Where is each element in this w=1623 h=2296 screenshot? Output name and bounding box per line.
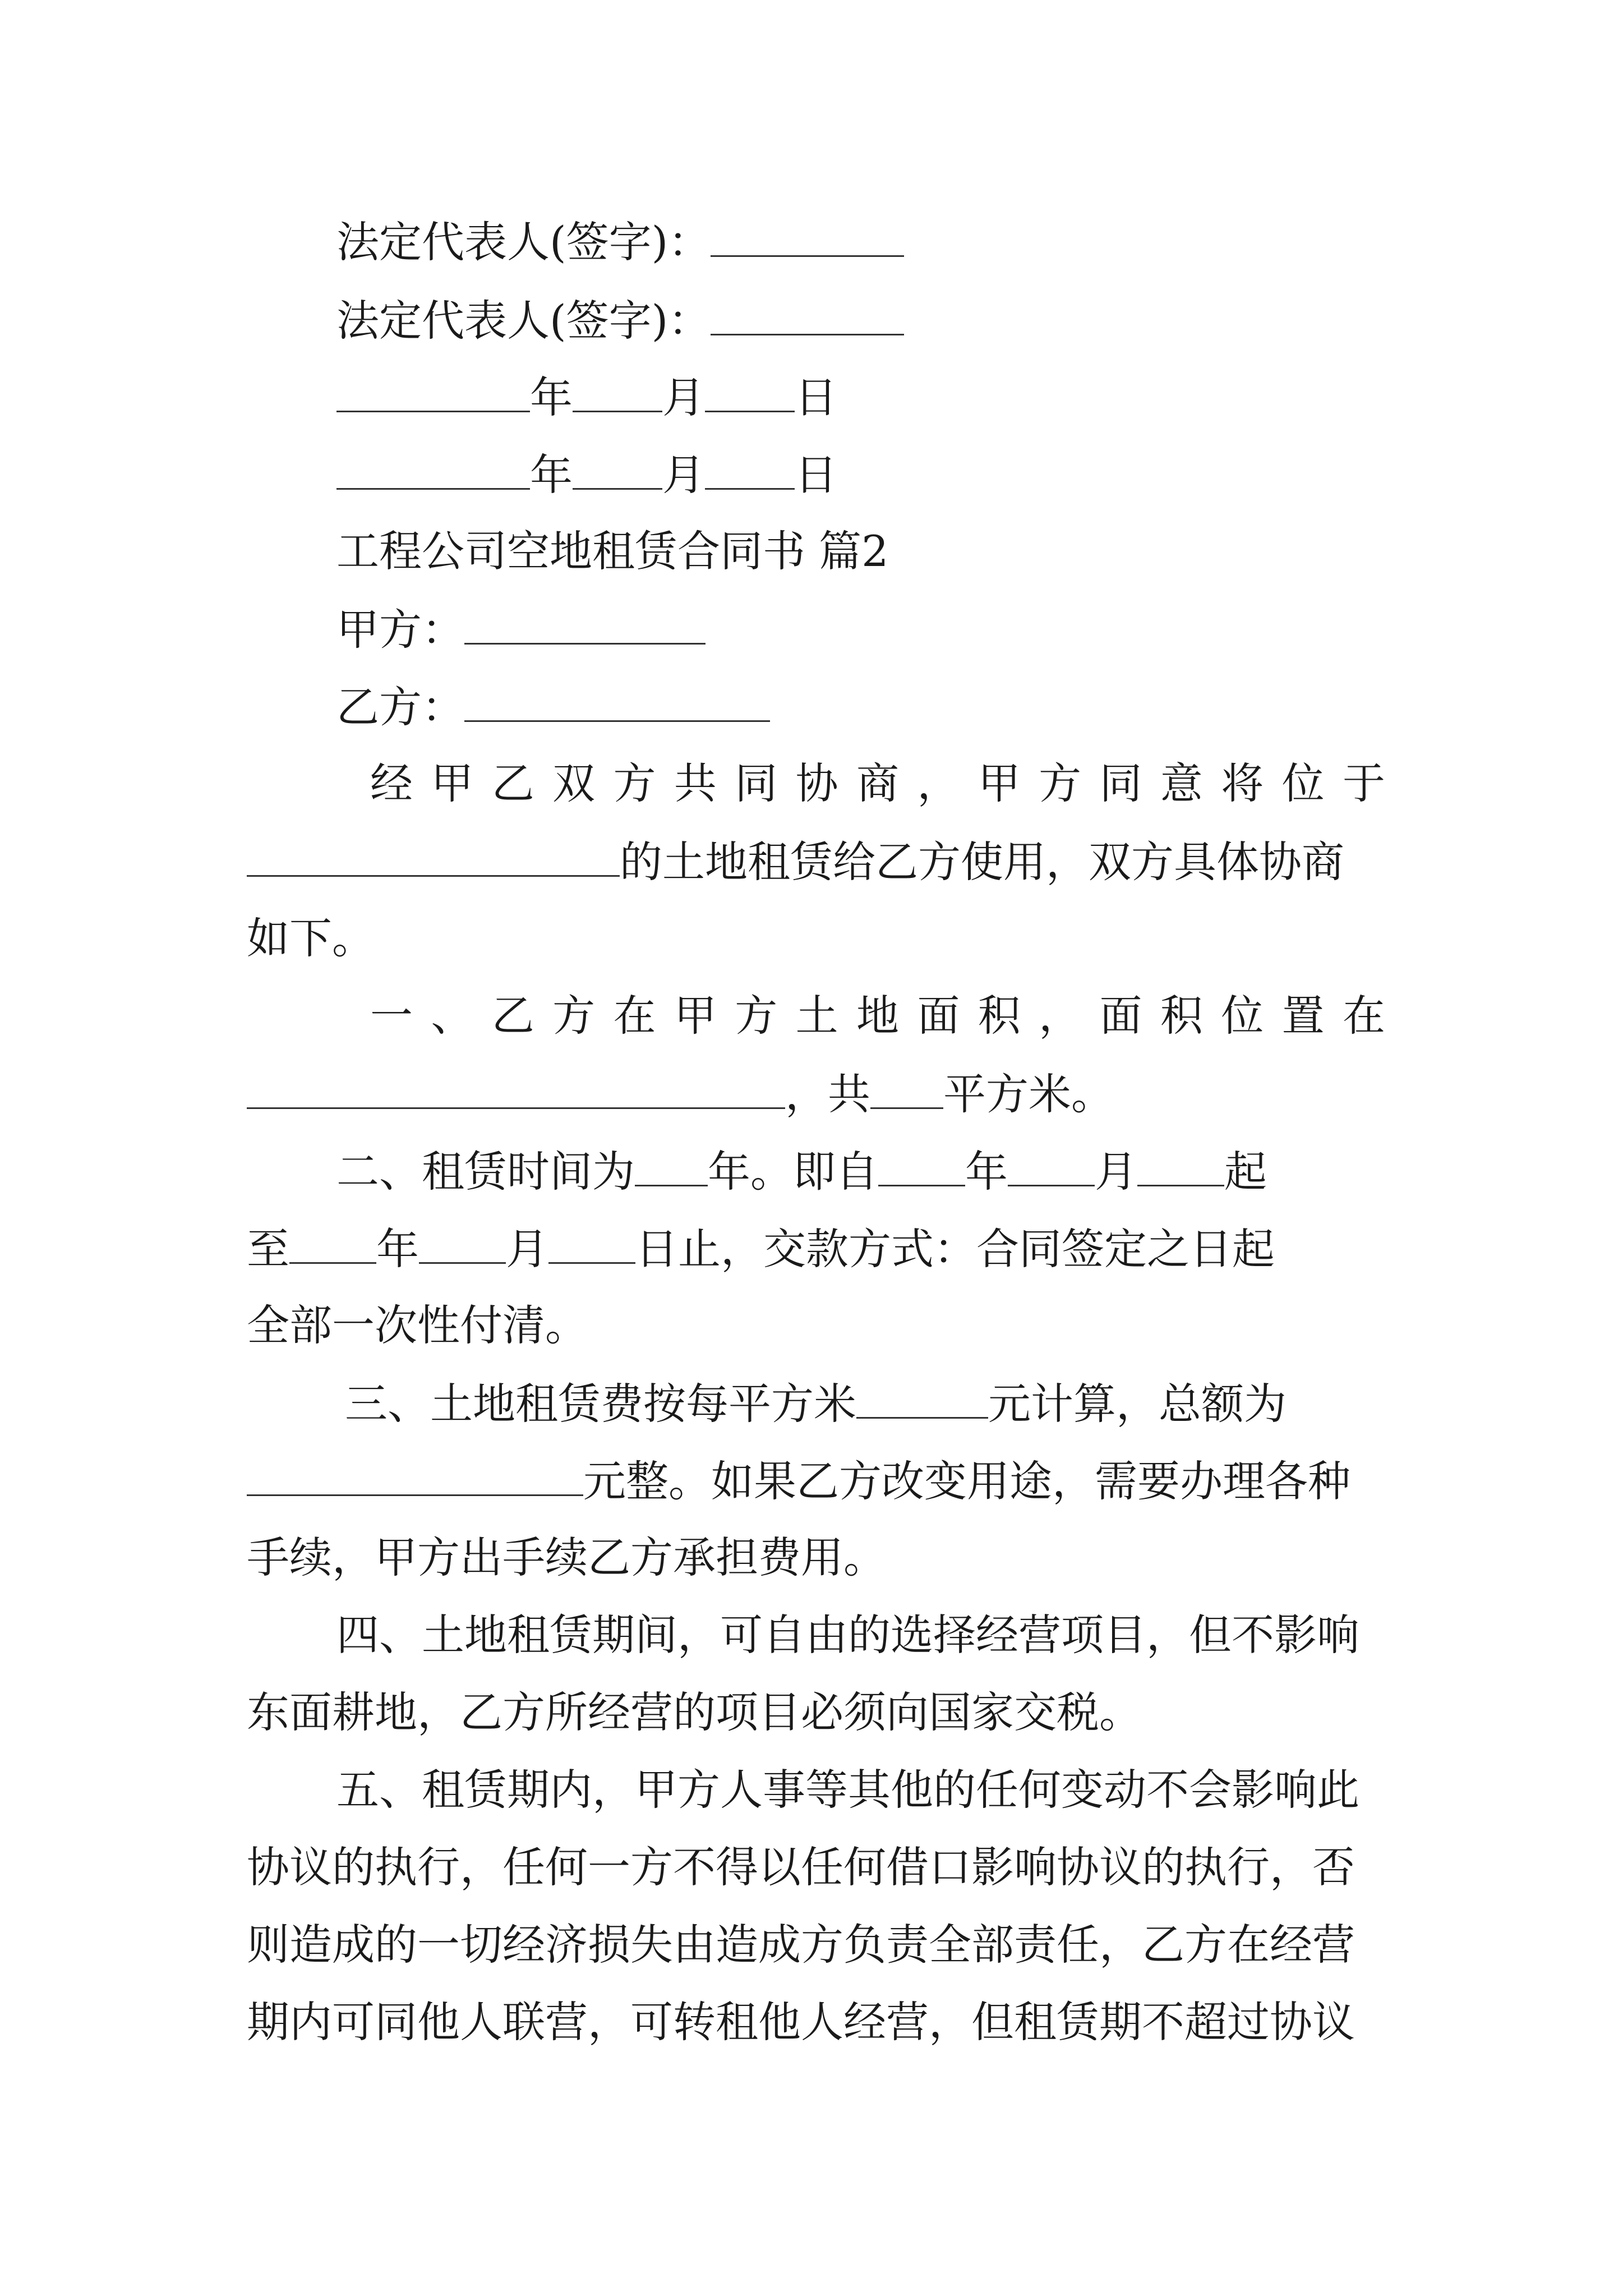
location-blank	[247, 836, 620, 877]
clause-5-line-3: 则造成的一切经济损失由造成方负责全部责任，乙方在经营	[247, 1920, 1355, 1970]
year-blank	[336, 371, 530, 412]
clause-text: 年	[965, 1147, 1008, 1197]
month-blank	[1008, 1145, 1095, 1186]
signature-blank	[711, 295, 904, 335]
intro-line-1: 经甲乙双方共同协商，甲方同意将位于	[370, 758, 1385, 808]
day-blank	[705, 371, 795, 412]
month-label: 月	[662, 372, 705, 422]
party-b-line	[336, 681, 770, 733]
year-label: 年	[530, 450, 573, 500]
position-blank	[247, 1068, 785, 1109]
clause-text: 元计算，总额为	[988, 1379, 1287, 1429]
term-blank	[635, 1145, 708, 1186]
clause-text: 元整。如果乙方改变用途，需要办理各种	[583, 1456, 1350, 1506]
clause-5-line-2: 协议的执行，任何一方不得以任何借口影响协议的执行，否	[247, 1842, 1355, 1892]
clause-text: 平方米。	[943, 1069, 1114, 1119]
clause-2-line-3: 全部一次性付清。	[247, 1300, 588, 1350]
month-blank	[573, 449, 662, 490]
clause-4-line-2: 东面耕地，乙方所经营的项目必须向国家交税。	[247, 1687, 1142, 1737]
rep-signature-line-1	[336, 216, 904, 268]
year-label: 年	[530, 372, 573, 422]
month-blank	[419, 1223, 506, 1264]
party-a-label: 甲方：	[336, 605, 464, 655]
party-a-line	[336, 604, 706, 655]
clause-1-line-1: 一、乙方在甲方土地面积，面积位置在	[370, 991, 1385, 1041]
month-blank	[573, 371, 662, 412]
clause-1-line-2	[247, 1068, 1114, 1120]
rep-label: 法定代表人(签字)：	[336, 217, 711, 267]
clause-3-line-1	[345, 1378, 1287, 1429]
day-blank	[1137, 1145, 1224, 1186]
clause-2-line-2	[247, 1223, 1275, 1274]
clause-5-line-1: 五、租赁期内，甲方人事等其他的任何变动不会影响此	[336, 1765, 1359, 1815]
clause-text: 年	[376, 1224, 419, 1274]
clause-text: 月	[1095, 1147, 1137, 1197]
clause-text: ，共	[785, 1069, 870, 1119]
year-blank	[289, 1223, 376, 1264]
price-blank	[856, 1378, 988, 1419]
clause-4-line-1: 四、土地租赁期间，可自由的选择经营项目，但不影响	[336, 1610, 1359, 1660]
clause-5-line-4: 期内可同他人联营，可转租他人经营，但租赁期不超过协议	[247, 1997, 1355, 2047]
rep-signature-line-2	[336, 295, 904, 346]
clause-text: 年。即自	[708, 1147, 878, 1197]
year-blank	[336, 449, 530, 490]
day-label: 日	[795, 372, 837, 422]
party-b-blank	[464, 681, 770, 722]
clause-text: 至	[247, 1224, 289, 1274]
party-b-label: 乙方：	[336, 682, 464, 732]
day-blank	[705, 449, 795, 490]
clause-2-line-1	[336, 1145, 1267, 1197]
section-title: 工程公司空地租赁合同书 篇2	[336, 526, 889, 576]
intro-text: 的土地租赁给乙方使用，双方具体协商	[620, 837, 1344, 887]
clause-text: 月	[506, 1224, 548, 1274]
day-label: 日	[795, 450, 837, 500]
clause-text: 二、租赁时间为	[336, 1147, 635, 1197]
clause-3-line-2	[247, 1455, 1350, 1507]
intro-line-3: 如下。	[247, 913, 375, 963]
date-line-2	[336, 449, 837, 500]
intro-line-2	[247, 836, 1344, 887]
day-blank	[548, 1223, 635, 1264]
total-blank	[247, 1455, 583, 1496]
clause-text: 起	[1224, 1147, 1267, 1197]
clause-3-line-3: 手续，甲方出手续乙方承担费用。	[247, 1533, 886, 1582]
year-blank	[878, 1145, 965, 1186]
clause-text: 日止，交款方式：合同签定之日起	[635, 1224, 1275, 1274]
area-blank	[870, 1068, 943, 1109]
rep-label: 法定代表人(签字)：	[336, 296, 711, 346]
signature-blank	[711, 216, 904, 257]
month-label: 月	[662, 450, 705, 500]
party-a-blank	[464, 604, 706, 645]
date-line-1	[336, 371, 837, 423]
clause-text: 三、土地租赁费按每平方米	[345, 1379, 856, 1429]
